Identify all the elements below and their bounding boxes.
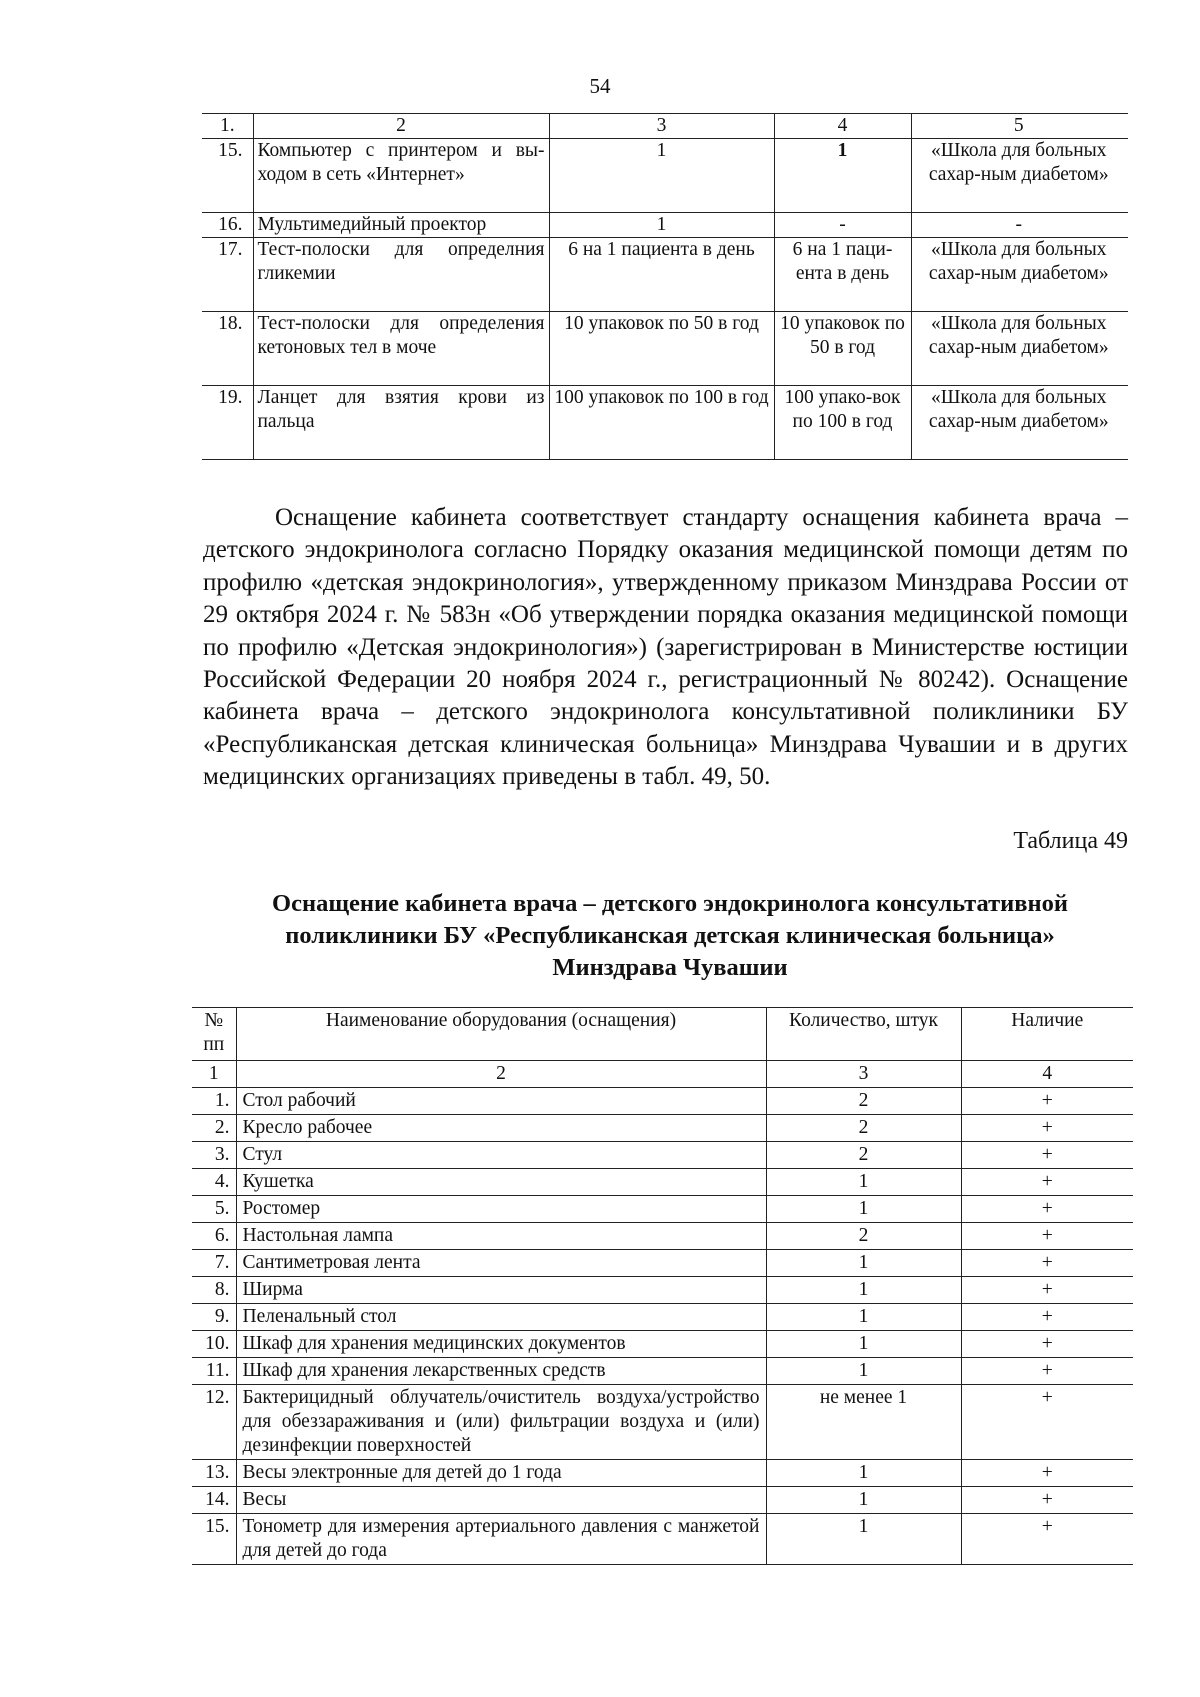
quantity: 1 <box>766 1514 961 1565</box>
column-number: 4 <box>961 1061 1133 1088</box>
quantity: 2 <box>766 1115 961 1142</box>
availability: + <box>961 1487 1133 1514</box>
table-row <box>192 1460 1133 1487</box>
row-number: 7. <box>214 1252 230 1273</box>
quantity: 2 <box>766 1088 961 1115</box>
quantity-actual: - <box>774 213 911 238</box>
quantity: 1 <box>766 1487 961 1514</box>
equipment-name: Ланцет для взятия крови из пальца <box>253 386 549 460</box>
quantity-actual: 10 упаковок по 50 в год <box>774 312 911 386</box>
availability: + <box>961 1358 1133 1385</box>
row-number: 1. <box>214 1090 230 1111</box>
quantity: 1 <box>766 1358 961 1385</box>
column-number: 1. <box>220 115 235 136</box>
table-row <box>192 1196 1133 1223</box>
equipment-name: Шкаф для хранения лекарственных средств <box>236 1358 766 1385</box>
row-number: 6. <box>214 1225 230 1246</box>
equipment-name: Сантиметровая лента <box>236 1250 766 1277</box>
table-row <box>202 238 1128 312</box>
page-number: 54 <box>589 74 611 98</box>
row-number: 5. <box>214 1198 230 1219</box>
column-number: 1 <box>208 1063 219 1084</box>
row-number: 8. <box>214 1279 230 1300</box>
note: «Школа для больных сахар-ным диабетом» <box>911 238 1128 312</box>
quantity: 1 <box>766 1460 961 1487</box>
equipment-name: Кресло рабочее <box>236 1115 766 1142</box>
quantity-standard: 6 на 1 пациента в день <box>549 238 774 312</box>
quantity-standard: 10 упаковок по 50 в год <box>549 312 774 386</box>
equipment-name: Весы <box>236 1487 766 1514</box>
table-row <box>192 1385 1133 1460</box>
equipment-name: Бактерицидный облучатель/очиститель воздуха/устройство для обеззараживания и (или) фильтрации воздуха и (или) дезинфекции поверхностей <box>236 1385 766 1460</box>
quantity: 1 <box>766 1331 961 1358</box>
availability: + <box>961 1223 1133 1250</box>
quantity: не менее 1 <box>766 1385 961 1460</box>
availability: + <box>961 1304 1133 1331</box>
quantity: 1 <box>766 1169 961 1196</box>
equipment-name: Стол рабочий <box>236 1088 766 1115</box>
note: «Школа для больных сахар-ным диабетом» <box>911 386 1128 460</box>
table-row <box>192 1223 1133 1250</box>
table-label: Таблица 49 <box>1013 828 1128 854</box>
equipment-table <box>192 1007 1133 1565</box>
column-number: 2 <box>253 114 549 139</box>
header-number: № пп <box>203 1010 225 1055</box>
row-number: 2. <box>214 1117 230 1138</box>
quantity: 1 <box>766 1304 961 1331</box>
availability: + <box>961 1277 1133 1304</box>
equipment-name: Стул <box>236 1142 766 1169</box>
row-number: 9. <box>214 1306 230 1327</box>
table-row <box>192 1487 1133 1514</box>
table-row <box>202 312 1128 386</box>
availability: + <box>961 1115 1133 1142</box>
table-row <box>192 1169 1133 1196</box>
column-number: 2 <box>236 1061 766 1088</box>
row-number: 15. <box>205 1516 230 1537</box>
table-row <box>192 1115 1133 1142</box>
header-name: Наименование оборудования (оснащения) <box>236 1008 766 1061</box>
row-number: 17. <box>218 239 243 260</box>
column-number: 4 <box>774 114 911 139</box>
table-row <box>192 1250 1133 1277</box>
availability: + <box>961 1196 1133 1223</box>
table-row <box>192 1331 1133 1358</box>
row-number: 10. <box>205 1333 230 1354</box>
quantity: 2 <box>766 1223 961 1250</box>
quantity-standard: 100 упаковок по 100 в год <box>549 386 774 460</box>
row-number: 3. <box>214 1144 230 1165</box>
equipment-name: Ростомер <box>236 1196 766 1223</box>
row-number: 4. <box>214 1171 230 1192</box>
quantity: 1 <box>766 1250 961 1277</box>
row-number: 12. <box>205 1387 230 1408</box>
availability: + <box>961 1331 1133 1358</box>
quantity-actual: 6 на 1 паци-ента в день <box>774 238 911 312</box>
equipment-name: Кушетка <box>236 1169 766 1196</box>
row-number: 15. <box>218 140 243 161</box>
table-row <box>192 1142 1133 1169</box>
note: «Школа для больных сахар-ным диабетом» <box>911 312 1128 386</box>
table-row <box>192 1514 1133 1565</box>
column-number: 3 <box>549 114 774 139</box>
equipment-name: Тонометр для измерения артериального давления с манжетой для детей до года <box>236 1514 766 1565</box>
row-number: 18. <box>218 313 243 334</box>
table-row <box>192 1304 1133 1331</box>
equipment-name: Ширма <box>236 1277 766 1304</box>
note: «Школа для больных сахар-ным диабетом» <box>911 139 1128 213</box>
row-number: 14. <box>205 1489 230 1510</box>
availability: + <box>961 1169 1133 1196</box>
quantity-actual: 1 <box>774 139 911 213</box>
availability: + <box>961 1385 1133 1460</box>
quantity-standard: 1 <box>549 213 774 238</box>
quantity-actual: 100 упако-вок по 100 в год <box>774 386 911 460</box>
equipment-name: Пеленальный стол <box>236 1304 766 1331</box>
table-row <box>192 1358 1133 1385</box>
body-paragraph: Оснащение кабинета соответствует стандарту оснащения кабинета врача – детского эндокринолога согласно Порядку оказания медицинской помощи детям по профилю «детская эндокринология», утвержденному приказом Минздрава России от 29 октября 2024 г. № 583н «Об утверждении порядка оказания медицинской помощи по профилю «Детская эндокринология») (зарегистрирован в Министерстве юстиции Российской Федерации 20 ноября 2024 г., регистрационный № 80242). Оснащение кабинета врача – детского эндокринолога консультативной поликлиники БУ «Республиканская детская клиническая больница» Минздрава Чувашии и в других медицинских организациях приведены в табл. 49, 50. <box>203 504 1128 791</box>
availability: + <box>961 1514 1133 1565</box>
equipment-name: Мультимедийный проектор <box>253 213 549 238</box>
row-number: 19. <box>218 387 243 408</box>
row-number: 16. <box>218 214 243 235</box>
availability: + <box>961 1142 1133 1169</box>
table-column-numbers <box>192 1061 1133 1088</box>
column-number: 5 <box>911 114 1128 139</box>
note: - <box>911 213 1128 238</box>
table-row <box>202 213 1128 238</box>
equipment-name: Компьютер с принтером и вы-ходом в сеть «Интернет» <box>253 139 549 213</box>
table-header-row <box>192 1008 1133 1061</box>
table-row <box>202 139 1128 213</box>
equipment-table-continued <box>202 113 1128 460</box>
table-row <box>192 1277 1133 1304</box>
availability: + <box>961 1250 1133 1277</box>
table-row <box>202 386 1128 460</box>
row-number: 13. <box>205 1462 230 1483</box>
table-column-numbers <box>202 114 1128 139</box>
availability: + <box>961 1088 1133 1115</box>
equipment-name: Тест-полоски для определния гликемии <box>253 238 549 312</box>
row-number: 11. <box>205 1360 230 1381</box>
availability: + <box>961 1460 1133 1487</box>
quantity: 1 <box>766 1277 961 1304</box>
table-title: Оснащение кабинета врача – детского эндокринолога консультативной поликлиники БУ «Республиканская детская клиническая больница» Минздрава Чувашии <box>272 890 1068 981</box>
equipment-name: Тест-полоски для определения кетоновых тел в моче <box>253 312 549 386</box>
equipment-name: Весы электронные для детей до 1 года <box>236 1460 766 1487</box>
equipment-name: Шкаф для хранения медицинских документов <box>236 1331 766 1358</box>
header-availability: Наличие <box>961 1008 1133 1061</box>
quantity-standard: 1 <box>549 139 774 213</box>
column-number: 3 <box>766 1061 961 1088</box>
header-quantity: Количество, штук <box>766 1008 961 1061</box>
equipment-name: Настольная лампа <box>236 1223 766 1250</box>
quantity: 1 <box>766 1196 961 1223</box>
quantity: 2 <box>766 1142 961 1169</box>
table-row <box>192 1088 1133 1115</box>
